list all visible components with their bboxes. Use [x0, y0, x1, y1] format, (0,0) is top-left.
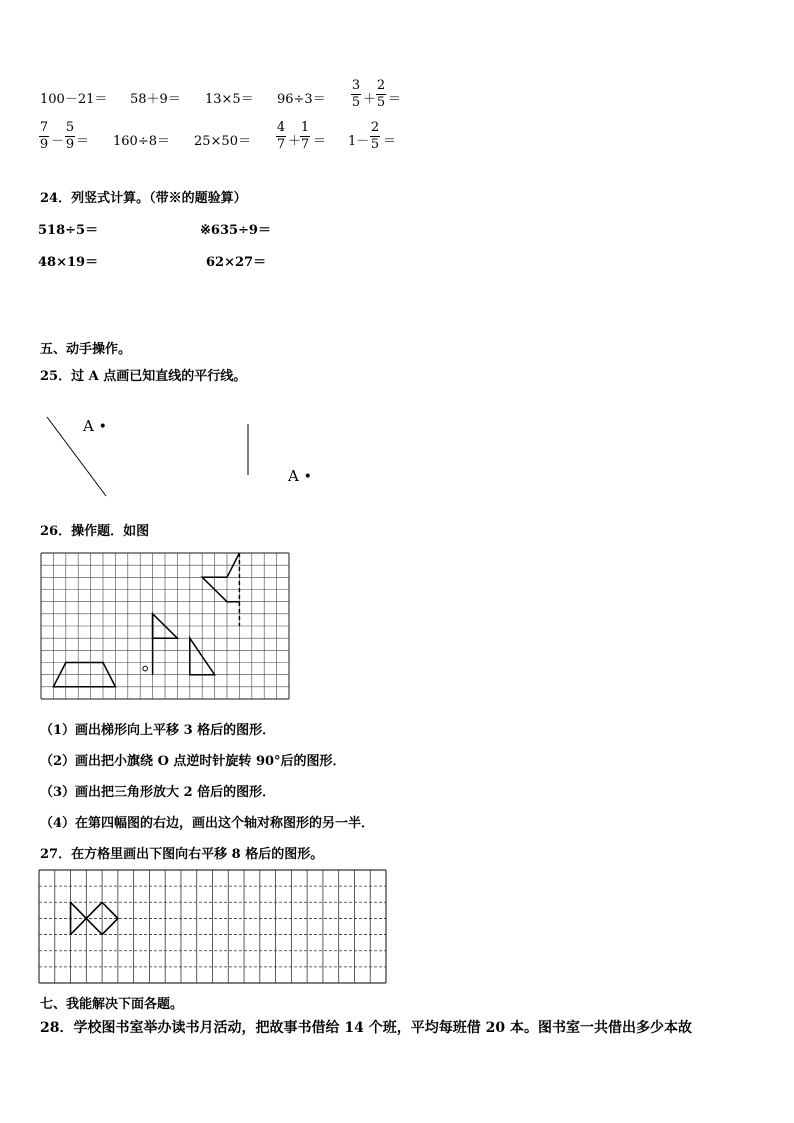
q28-title: 28．学校图书室举办读书月活动，把故事书借给 14 个班，平均每班借 20 本。图书室一共借出多少本故	[40, 1020, 692, 1036]
fraction-numerator: 2	[370, 120, 380, 135]
fraction-numerator: 7	[39, 120, 49, 135]
q24-item-2: ※635÷9＝	[200, 223, 271, 238]
equals-sign: ＝	[388, 92, 402, 107]
q26-task-2: （2）画出把小旗绕 O 点逆时针旋转 90°后的图形．	[40, 754, 346, 769]
fraction-denominator: 5	[370, 137, 380, 152]
calc-160-8: 160÷8＝	[113, 134, 170, 149]
point-dot: •	[98, 419, 107, 435]
q26-task-4: （4）在第四幅图的右边，画出这个轴对称图形的另一半．	[40, 816, 375, 831]
equals-sign: ＝	[313, 134, 327, 149]
q26-task-1: （1）画出梯形向上平移 3 格后的图形．	[40, 723, 276, 738]
fraction-denominator: 9	[39, 137, 49, 152]
section-5-heading: 五、动手操作。	[40, 342, 132, 357]
fraction-denominator: 5	[351, 95, 361, 110]
q26-title: 26．操作题．如图	[40, 524, 150, 539]
q24-item-1: 518÷5＝	[38, 223, 99, 238]
calc-13x5: 13×5＝	[205, 92, 254, 107]
q24-item-4: 62×27＝	[206, 255, 267, 270]
equals-sign: ＝	[76, 134, 90, 149]
operand-and-operator: 1－	[348, 134, 370, 149]
q26-grid	[41, 553, 291, 701]
q24-item-3: 48×19＝	[38, 255, 99, 270]
fraction-denominator: 7	[300, 137, 310, 152]
q25-title: 25．过 A 点画已知直线的平行线。	[40, 369, 247, 384]
operator: ＋	[363, 92, 377, 107]
fraction-denominator: 9	[65, 137, 75, 152]
fraction-numerator: 4	[276, 120, 286, 135]
calc-96-3: 96÷3＝	[277, 92, 326, 107]
q26-task-3: （3）画出把三角形放大 2 倍后的图形．	[40, 785, 276, 800]
fraction-numerator: 3	[351, 78, 361, 93]
point-label: A	[288, 467, 299, 485]
fraction-numerator: 2	[376, 78, 386, 93]
fraction-numerator: 1	[300, 120, 310, 135]
q25-point-a-right	[288, 467, 312, 485]
q25-point-a-left	[83, 417, 107, 435]
fraction-denominator: 7	[276, 137, 286, 152]
calc-25x50: 25×50＝	[194, 134, 251, 149]
q27-title: 27．在方格里画出下图向右平移 8 格后的图形。	[40, 847, 324, 862]
q27-grid	[39, 870, 387, 985]
section-7-heading: 七、我能解决下面各题。	[40, 997, 184, 1012]
point-label: A	[83, 417, 94, 435]
fraction-numerator: 5	[65, 120, 75, 135]
q24-title: 24．列竖式计算。（带※的题验算）	[40, 191, 247, 206]
fraction-denominator: 5	[376, 95, 386, 110]
calc-100-21: 100－21＝	[40, 92, 108, 107]
q27-grid-lines	[39, 870, 386, 983]
operator: －	[51, 134, 65, 149]
calc-58-9: 58＋9＝	[130, 92, 181, 107]
point-dot: •	[303, 469, 312, 485]
point-o	[143, 666, 148, 671]
operator: ＋	[288, 134, 302, 149]
equals-sign: ＝	[383, 134, 397, 149]
